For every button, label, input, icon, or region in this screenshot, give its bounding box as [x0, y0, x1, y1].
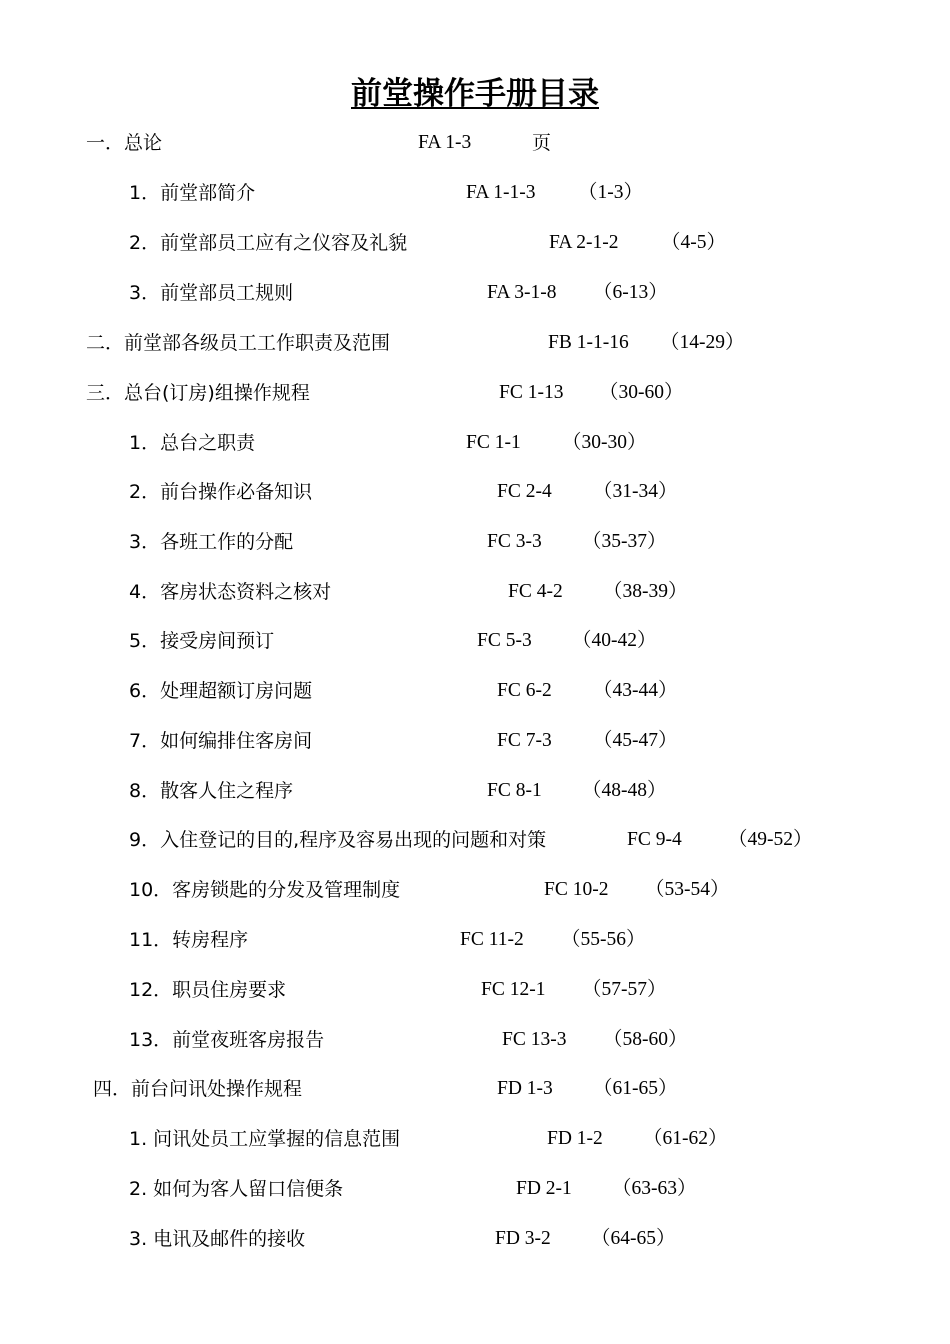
- entry-label: 一．总论: [86, 132, 163, 154]
- toc-entry: [0, 1074, 950, 1104]
- toc-entry: [0, 726, 950, 756]
- entry-pages: （4-5）: [661, 232, 726, 253]
- entry-code: FC 1-1: [466, 432, 521, 453]
- entry-code: FA 3-1-8: [487, 282, 557, 303]
- entry-pages: （1-3）: [578, 182, 643, 203]
- toc-entry: [0, 428, 950, 458]
- entry-code: FD 2-1: [516, 1178, 572, 1199]
- toc-entry: [0, 278, 950, 308]
- toc-entry: [0, 825, 950, 855]
- toc-entry: [0, 577, 950, 607]
- entry-label: 1．总台之职责: [129, 432, 256, 454]
- entry-label: 8．散客人住之程序: [129, 780, 294, 802]
- entry-label: 四．前台问讯处操作规程: [93, 1078, 303, 1100]
- entry-pages: （6-13）: [593, 282, 668, 303]
- entry-pages: （63-63）: [612, 1178, 697, 1199]
- entry-code: FC 6-2: [497, 680, 552, 701]
- entry-code: FC 11-2: [460, 929, 524, 950]
- toc-entry: [0, 328, 950, 358]
- entry-label: 5．接受房间预订: [129, 630, 275, 652]
- entry-label: 6．处理超额订房问题: [129, 680, 313, 702]
- entry-code: FD 1-2: [547, 1128, 603, 1149]
- entry-label: 3．前堂部员工规则: [129, 282, 294, 304]
- entry-label: 三．总台(订房)组操作规程: [86, 382, 310, 404]
- toc-entry: [0, 626, 950, 656]
- entry-code: FA 1-3: [418, 132, 472, 153]
- entry-pages: （38-39）: [603, 581, 688, 602]
- entry-code: FC 7-3: [497, 730, 552, 751]
- entry-code: FC 5-3: [477, 630, 532, 651]
- entry-pages: 页: [532, 132, 552, 154]
- toc-entry: [0, 925, 950, 955]
- entry-pages: （57-57）: [582, 979, 667, 1000]
- entry-label: 7．如何编排住客房间: [129, 730, 313, 752]
- entry-code: FC 2-4: [497, 481, 552, 502]
- toc-entry: [0, 975, 950, 1005]
- document-title: 前堂操作手册目录: [351, 76, 599, 112]
- toc-entry: [0, 477, 950, 507]
- entry-label: 2. 如何为客人留口信便条: [129, 1178, 344, 1200]
- entry-code: FC 8-1: [487, 780, 542, 801]
- entry-pages: （31-34）: [593, 481, 678, 502]
- entry-label: 二．前堂部各级员工工作职责及范围: [86, 332, 391, 354]
- entry-pages: （55-56）: [561, 929, 646, 950]
- toc-entry: [0, 776, 950, 806]
- entry-code: FD 3-2: [495, 1228, 551, 1249]
- entry-pages: （58-60）: [603, 1029, 688, 1050]
- toc-entry: [0, 128, 950, 158]
- toc-entry: [0, 378, 950, 408]
- entry-code: FC 3-3: [487, 531, 542, 552]
- toc-entry: [0, 1174, 950, 1204]
- entry-code: FC 13-3: [502, 1029, 567, 1050]
- entry-code: FD 1-3: [497, 1078, 553, 1099]
- toc-entry: [0, 228, 950, 258]
- entry-label: 1．前堂部简介: [129, 182, 256, 204]
- entry-pages: （61-62）: [643, 1128, 728, 1149]
- entry-pages: （64-65）: [591, 1228, 676, 1249]
- entry-pages: （35-37）: [582, 531, 667, 552]
- entry-code: FC 9-4: [627, 829, 682, 850]
- entry-label: 12．职员住房要求: [129, 979, 287, 1001]
- entry-label: 2．前台操作必备知识: [129, 481, 313, 503]
- entry-pages: （48-48）: [582, 780, 667, 801]
- toc-entry: [0, 1124, 950, 1154]
- entry-code: FC 10-2: [544, 879, 609, 900]
- entry-label: 9．入住登记的目的,程序及容易出现的问题和对策: [129, 829, 547, 851]
- entry-pages: （49-52）: [728, 829, 813, 850]
- entry-pages: （30-30）: [562, 432, 647, 453]
- entry-label: 11．转房程序: [129, 929, 249, 951]
- entry-label: 3．各班工作的分配: [129, 531, 294, 553]
- toc-entry: [0, 1025, 950, 1055]
- entry-label: 13．前堂夜班客房报告: [129, 1029, 325, 1051]
- entry-pages: （61-65）: [593, 1078, 678, 1099]
- entry-code: FA 2-1-2: [549, 232, 619, 253]
- entry-label: 4．客房状态资料之核对: [129, 581, 332, 603]
- entry-label: 10．客房锁匙的分发及管理制度: [129, 879, 401, 901]
- toc-entry: [0, 527, 950, 557]
- entry-code: FB 1-1-16: [548, 332, 629, 353]
- entry-label: 2．前堂部员工应有之仪容及礼貌: [129, 232, 408, 254]
- entry-label: 3. 电讯及邮件的接收: [129, 1228, 306, 1250]
- entry-pages: （40-42）: [572, 630, 657, 651]
- entry-pages: （14-29）: [660, 332, 745, 353]
- entry-code: FA 1-1-3: [466, 182, 536, 203]
- toc-entry: [0, 676, 950, 706]
- entry-pages: （43-44）: [593, 680, 678, 701]
- entry-pages: （53-54）: [645, 879, 730, 900]
- entry-pages: （30-60）: [599, 382, 684, 403]
- toc-entry: [0, 178, 950, 208]
- toc-entry: [0, 1224, 950, 1254]
- entry-code: FC 1-13: [499, 382, 564, 403]
- entry-label: 1. 问讯处员工应掌握的信息范围: [129, 1128, 401, 1150]
- toc-entry: [0, 875, 950, 905]
- entry-code: FC 4-2: [508, 581, 563, 602]
- entry-pages: （45-47）: [593, 730, 678, 751]
- entry-code: FC 12-1: [481, 979, 546, 1000]
